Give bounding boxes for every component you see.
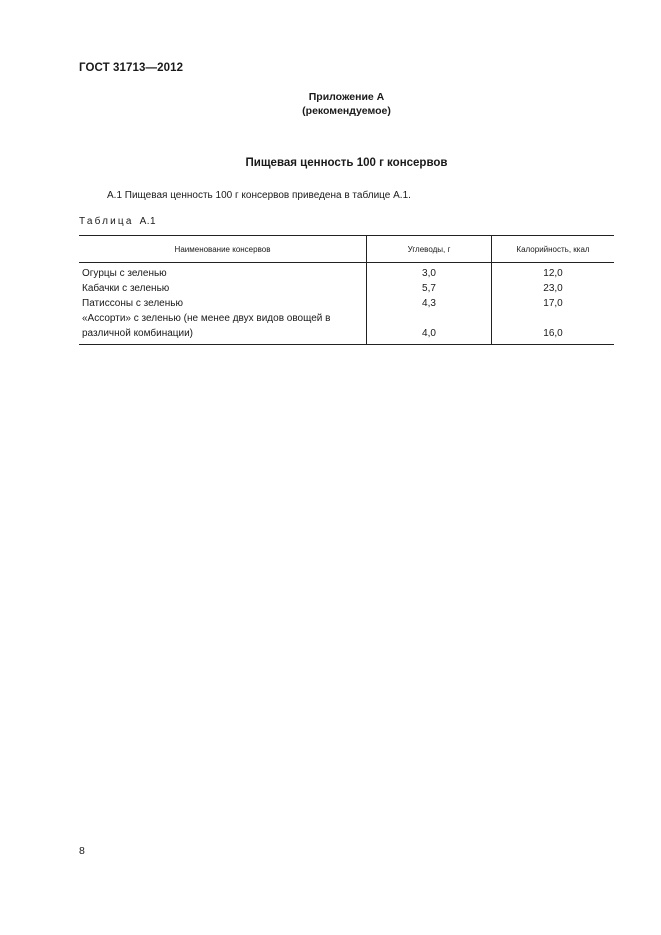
cell-carbohydrates: 5,7 [367,281,492,296]
header-product-name: Наименование консервов [79,236,367,263]
section-title: Пищевая ценность 100 г консервов [245,157,448,169]
cell-product-name: Патиссоны с зеленью [79,296,367,311]
cell-product-name: Огурцы с зеленью [79,263,367,282]
table-caption [79,216,156,227]
table-caption-number: А.1 [139,216,157,227]
cell-calories: 12,0 [543,268,563,279]
standard-code: ГОСТ 31713—2012 [79,62,184,74]
table-header-row [79,236,614,263]
appendix-subtitle: (рекомендуемое) [302,105,391,117]
appendix-title: Приложение А [308,91,385,103]
cell-calories: 23,0 [543,283,563,294]
cell-product-name: Кабачки с зеленью [79,281,367,296]
table-row [79,326,614,345]
header-calories: Калорийность, ккал [492,236,615,263]
paragraph-text: А.1 Пищевая ценность 100 г консервов приведена в таблице А.1. [107,190,411,201]
table-row [79,296,614,311]
nutrition-table [79,235,614,345]
table-row-continued [79,311,614,326]
header-carbohydrates: Углеводы, г [367,236,492,263]
table-row [79,263,614,282]
cell-product-name-line2: различной комбинации) [79,326,367,345]
cell-carbohydrates: 3,0 [367,263,492,282]
cell-carbohydrates: 4,3 [367,296,492,311]
cell-carbohydrates: 4,0 [367,326,492,345]
page-number: 8 [79,845,85,857]
cell-product-name-line1: «Ассорти» с зеленью (не менее двух видов овощей в [79,311,367,326]
table-caption-word: Таблица [79,216,134,227]
cell-calories: 17,0 [543,298,563,309]
table-row [79,281,614,296]
cell-calories: 16,0 [492,326,615,345]
